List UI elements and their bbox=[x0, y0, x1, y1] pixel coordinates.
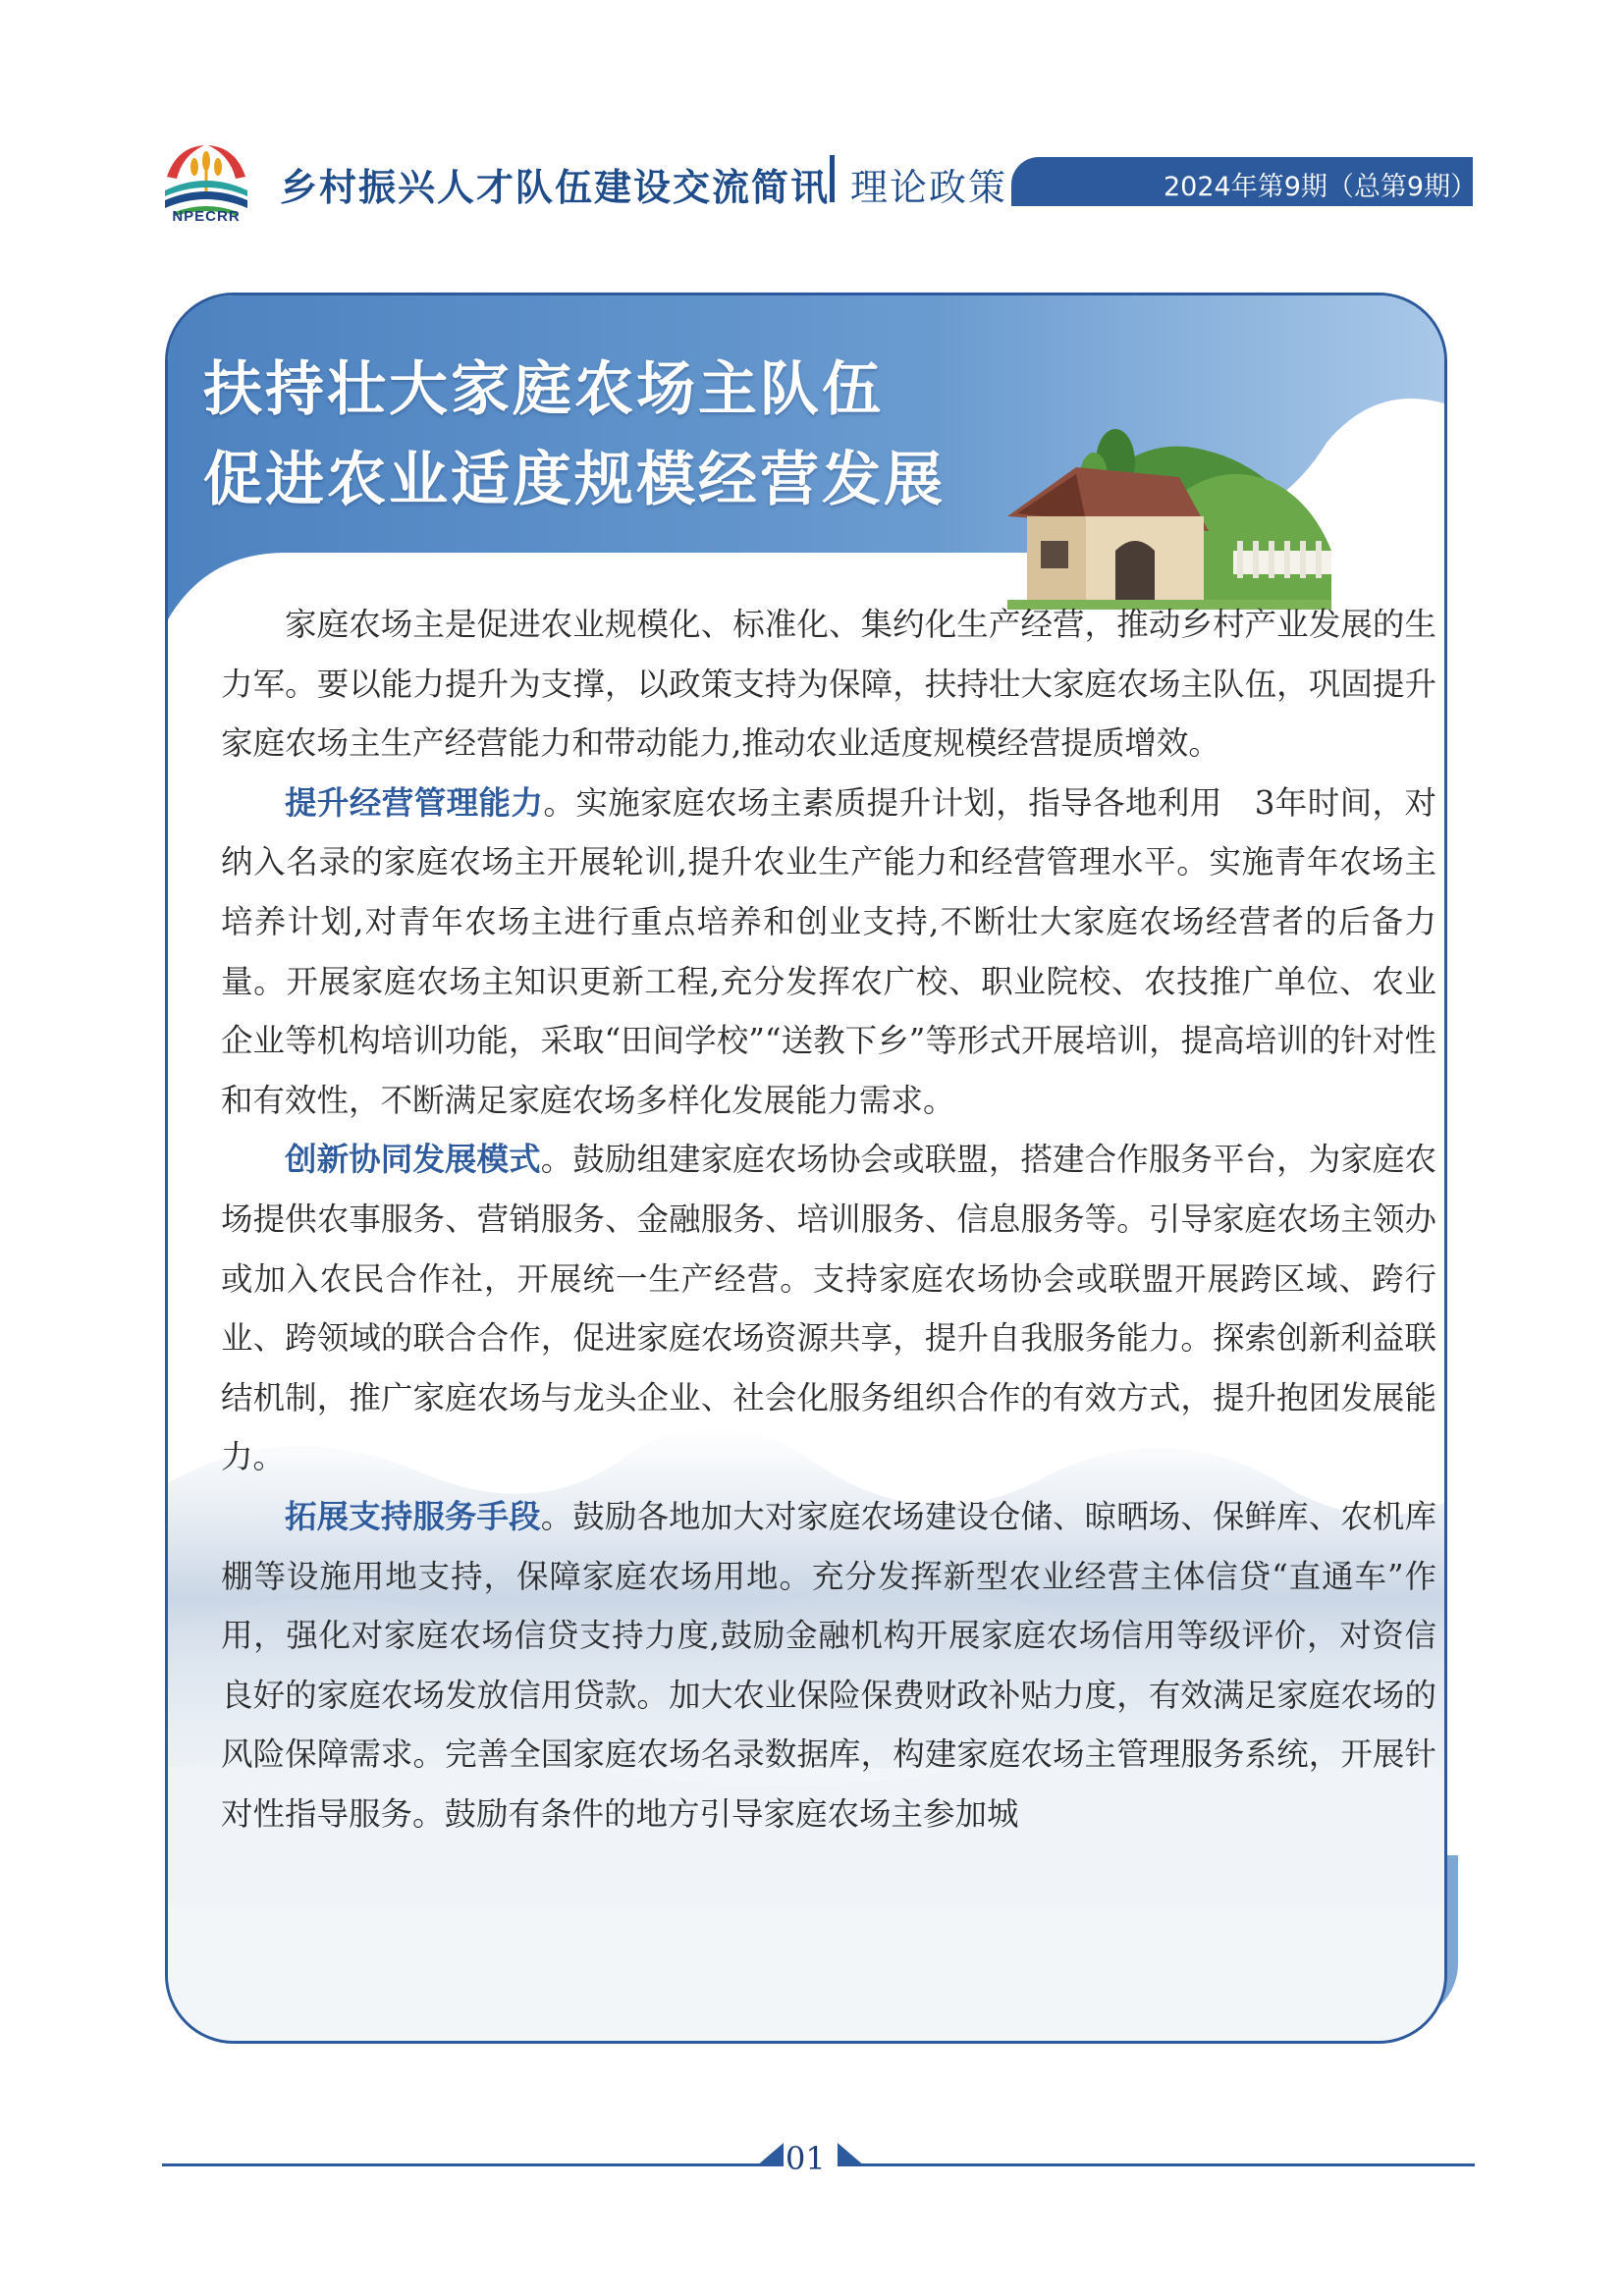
footer-rule-left bbox=[162, 2163, 761, 2166]
paragraph-lead: 拓展支持服务手段 bbox=[285, 1496, 541, 1535]
paragraph-support: 拓展支持服务手段。鼓励各地加大对家庭农场建设仓储、晾晒场、保鲜库、农机库棚等设施用地支持，保障家庭农场用地。充分发挥新型农业经营主体信贷“直通车”作用，强化对家庭农场信贷支持力度,鼓励金融机构开展家庭农场信用等级评价，对资信良好的家庭农场发放信用贷款。加大农业保险保费财政补贴力度，有效满足家庭农场的风险保障需求。完善全国家庭农场名录数据库，构建家庭农场主管理服务系统，开展针对性指导服务。鼓励有条件的地方引导家庭农场主参加城 bbox=[221, 1496, 1436, 1833]
page-number: 01 bbox=[785, 2140, 826, 2177]
article-body bbox=[221, 595, 1436, 1843]
article-title bbox=[203, 345, 946, 525]
section-name: 理论政策 bbox=[850, 166, 1008, 209]
page-header bbox=[0, 0, 1624, 236]
paragraph-management: 提升经营管理能力。实施家庭农场主素质提升计划，指导各地利用 3年时间，对纳入名录的家庭农场主开展轮训,提升农业生产能力和经营管理水平。实施青年农场主培养计划,对青年农场主进行重点培养和创业支持,不断壮大家庭农场经营者的后备力量。开展家庭农场主知识更新工程,充分发挥农广校、职业院校、农技推广单位、农业企业等机构培训功能，采取“田间学校”“送教下乡”等形式开展培训，提高培训的针对性和有效性，不断满足家庭农场多样化发展能力需求。 bbox=[221, 782, 1436, 1119]
farmhouse-illustration bbox=[1007, 384, 1331, 610]
paragraph-intro: 家庭农场主是促进农业规模化、标准化、集约化生产经营，推动乡村产业发展的生力军。要以能力提升为支撑，以政策支持为保障，扶持壮大家庭农场主队伍，巩固提升家庭农场主生产经营能力和带动能力,推动农业适度规模经营提质增效。 bbox=[221, 606, 1436, 763]
logo-text: NPECRR bbox=[172, 208, 241, 225]
title-line-2: 促进农业适度规模经营发展 bbox=[203, 446, 946, 514]
paragraph-lead: 提升经营管理能力 bbox=[285, 782, 544, 822]
footer-triangle-right-icon bbox=[838, 2143, 865, 2166]
footer-rule-right bbox=[846, 2163, 1475, 2166]
issue-label: 2024年第9期（总第9期） bbox=[1164, 172, 1478, 202]
paragraph-lead: 创新协同发展模式 bbox=[285, 1140, 541, 1179]
title-separator bbox=[830, 155, 835, 202]
title-line-1: 扶持壮大家庭农场主队伍 bbox=[203, 355, 884, 424]
article-card bbox=[165, 293, 1447, 2044]
publication-title: 乡村振兴人才队伍建设交流简讯 bbox=[280, 166, 831, 209]
paragraph-cooperation: 创新协同发展模式。鼓励组建家庭农场协会或联盟，搭建合作服务平台，为家庭农场提供农事服务、营销服务、金融服务、培训服务、信息服务等。引导家庭农场主领办或加入农民合作社，开展统一生产经营。支持家庭农场协会或联盟开展跨区域、跨行业、跨领域的联合合作，促进家庭农场资源共享，提升自我服务能力。探索创新利益联结机制，推广家庭农场与龙头企业、社会化服务组织合作的有效方式，提升抱团发展能力。 bbox=[221, 1140, 1436, 1476]
footer-triangle-left-icon bbox=[756, 2143, 784, 2166]
